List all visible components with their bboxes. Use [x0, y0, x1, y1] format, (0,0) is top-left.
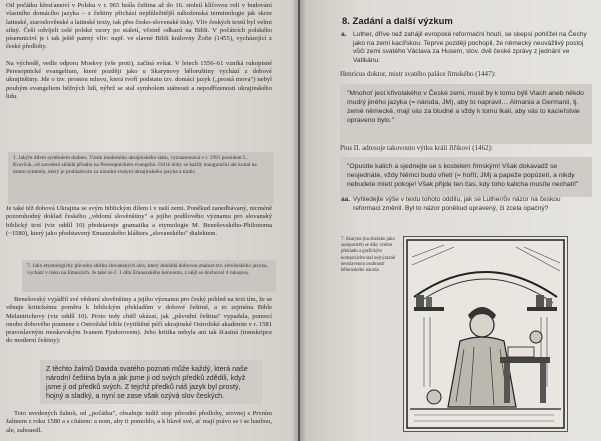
- left-text-column-3: [6, 296, 272, 349]
- paragraph-benesovsky-intro: Je také též dobová Ukrajina se svým biblickým dílem i v naší zemi. Poněkud zanedbávaný, nicméně pozoruhodný doklad českého „vědomí slověnštiny" a jejího podílového významu pro slovanský biblický text (viz oddíl 10) představuje gramatika a etymologie M. Benešovského-Philonoma (~1580), který jako představený Emauzského kláštera „slovanského" dialektem.: [6, 205, 272, 237]
- left-text-column-4: [6, 410, 272, 438]
- note-box-peresopnica: 1. Jakým dílem symbolem dodnes. Vznik moderního ukrajinského státu, vyznamenává v r. 1991 prezident L. Kravčuk, od zavedení skládá přísahu na Peresopnickém evangeliu. Od té doby se každý inaugurační akt konal na tomto symbolu, který je prohlašován za národní svatyni ukrajinského jazyka a tradic.: [8, 152, 274, 204]
- figure-caption: 7. Skaryna (na obrázku jako autoportrét) se díky svému překladu a grafickým kompozicím stal nejvýrazně neoslavenou osobností běloruského národa: [341, 237, 396, 274]
- left-text-column-2: [6, 205, 272, 241]
- paragraph-poland: Od počátku křesťanství v Polsku v r. 965 hrála čeština až do 16. století klíčovou roli v budování vlastního domácího jazyka – z češtiny přichází nejdůležitější náboženská terminologie jak skrze latinské, staroslověnské a latinské texty, tak přes česko-slovenské tisky. Vliv českých textů byl velmi silný. Češi odvíjeli celé polské vzory po staletí, včetně odkazů na Bibli. V počátcích polského písemnictví je i tak ještě patrný vliv: např. ve slavné Bibli královny Žofie (1455), vycházející z české předlohy.: [6, 2, 273, 51]
- blockquote-psalms: Z těchto žalmů Davida svatého poznati může každý, která naše národní čeština byla a jak jsme ji od svých předků zdědili, když jsme ji od předků svých. Z tejchž předků náš jazyk byl prostý, hojný a sladký, a nyní se zase však ozývá slov českých.: [40, 360, 262, 404]
- left-text-column: [6, 2, 272, 104]
- paragraph-closing: Toto uvedených žalmů, od „počátku", obsahuje tudíž stop původní předlohy, srovnej s Prvním žalmem z roku 1580 a s citátem: a nom, aby ti pomohlo, a k hlavě své, ať mají právo se i se hanbou, ale, zahoaedl.: [6, 410, 272, 434]
- paragraph-benesovsky-critique: Benešovský vyjádřil své vědomí slověnštiny a jejího významu pro český pohled na text tím, že se věnuje kritickému poměru k biblickým překladům v dobové češtině, a to zejména Bible Melantrichovy (viz oddíl 10). Proto tedy chtěl ukázat, jak „původní čeština" vypadala, pomocí onoho dobového pramene z Ostrožské bible (vytištěné péčí ukrajinské Ostrožské akademie v r. 1581 pravoslavným moskevským Ivanem Fjodorovem). Jeho kritika nebyla ani tak šťastná (transkripce do moderní češtiny):: [6, 296, 272, 345]
- task-aa-text: Vyhledejte výše v textu tohoto oddílu, jak se Luther/ův názor na českou reformaci změnil. Byl to názor poněkud upravený, či zcela opačný?: [353, 196, 561, 212]
- pius-attribution: Pius II. adresuje takovouto výtku králi Jiřikovi (1462):: [340, 144, 493, 152]
- left-page: [0, 0, 298, 441]
- task-aa-number: aa.: [341, 196, 351, 203]
- skaryna-woodcut-image: [403, 236, 568, 432]
- quote-henricus: "Mnohoť jest křivolakého v České zemi, musil by k tomu býti Vlach aneb někdo mudrý jiného jazyka (= národa, JM), aby to napravil… Almania a Germanii, tj. země německé, mají vás za bludné a vždy k tomu lkali, aby vás to kacieřstvie opraveno bylo.": [340, 84, 592, 144]
- note-box-etymology: 7. Jako etymologicky původní sbírku slovanských slov, který dokládá dobovou znalost tzv. slověnského jazyka, vychází v tisku na Emauzích. Je také ze č. 1 dílu Emauzského konventu, z nějž se dochoval 4 rukopisy.: [22, 260, 276, 292]
- section-heading: 8. Zadání a další výzkum: [342, 16, 453, 27]
- woodcut-illustration: [404, 237, 567, 431]
- task-a: [341, 31, 589, 65]
- task-aa: [341, 196, 589, 213]
- henricus-attribution: Henricus doktor, mistr svatého paláce římského (1447):: [340, 70, 496, 78]
- paragraph-east: Na východě, vedle odporu Moskvy (vše proti), začíná svítat. V letech 1556–61 vzniká rukopisné Peresopnické evangelium, které později jako u Skarynovy běloruštiny vychází z dobové ukrajinštiny. Jde o tzv. prostou mluvu, která tvoří podstatu tzv. domácí jazyk („prostá mova") nebyl pouhým evangeliem běžných lidí, nýbrž se stal symbolem státnosti a nepodřízenosti ukrajinského lidu.: [6, 59, 272, 100]
- book-gutter: [292, 0, 306, 441]
- quote-pius: "Opustte kalich a sjednejte se s kostelem římským! Však dokavadž se nesjednáte, vždy Němci budú vřietí (= hořít, JM) a papeže popúzetí, a nikdy nebudete míetí pokoje! Však přijde ten čas, kdy toho kalicha musíte nechati!": [340, 157, 592, 197]
- task-a-text: Luther, dříve než zahájil evropské reformační hnutí, se skepsí pohlížel na Čechy jako na zemi kacířskou. Teprve později pochopil, že německý neuvážlivý postoj vůči zemi svatého Václava za Husem, stov. dvě české zprávy z jednání ve Vatikánu:: [353, 31, 587, 64]
- task-a-number: a.: [341, 31, 347, 38]
